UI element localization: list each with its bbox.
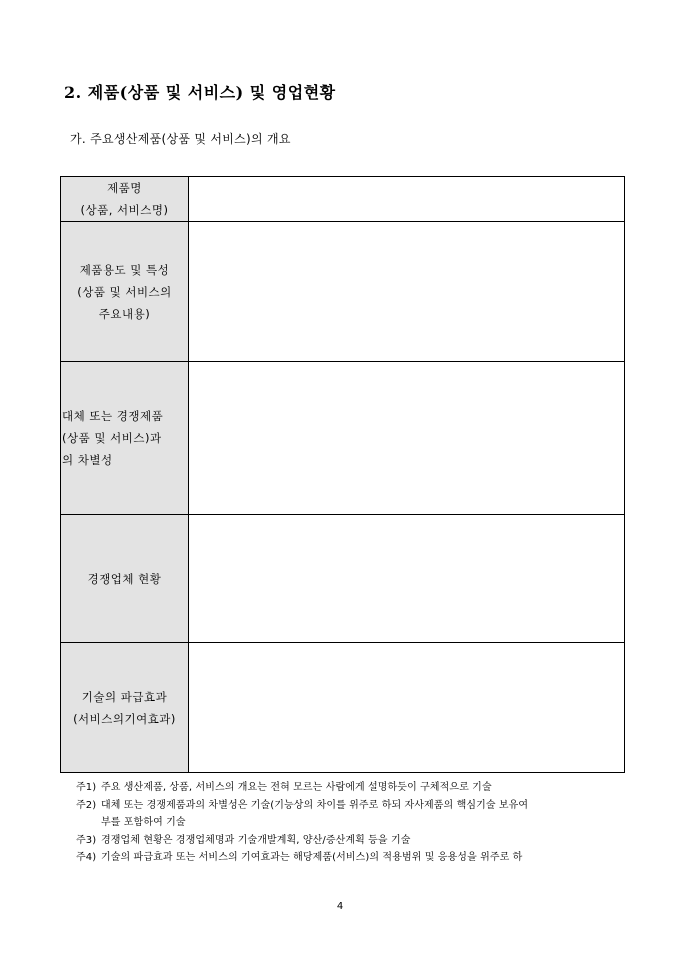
table-row xyxy=(61,643,625,773)
footnote-text: 기술의 파급효과 또는 서비스의 기여효과는 해당제품(서비스)의 적용범위 및 응용성을 위주로 하 xyxy=(101,852,523,863)
footnote-number: 주3) xyxy=(76,834,97,846)
row-value-differentiation[interactable] xyxy=(189,362,625,515)
footnotes xyxy=(76,779,636,867)
row-value-product-name[interactable] xyxy=(189,177,625,222)
row-label-ripple-effect: 기술의 파급효과 (서비스의기여효과) xyxy=(61,643,189,773)
table-row xyxy=(61,515,625,643)
row-value-ripple-effect[interactable] xyxy=(189,643,625,773)
row-value-competitors[interactable] xyxy=(189,515,625,643)
product-overview-table xyxy=(60,176,625,773)
footnote-text: 주요 생산제품, 상품, 서비스의 개요는 전혀 모르는 사람에게 설명하듯이 구체적으로 기술 xyxy=(101,782,492,793)
section-title: 2. 제품(상품 및 서비스) 및 영업현황 xyxy=(64,83,336,102)
footnote-text: 대체 또는 경쟁제품과의 차별성은 기술(기능상의 차이를 위주로 하되 자사제품의 핵심기술 보유여 부를 포함하여 기술 xyxy=(101,799,529,828)
row-label-competitors: 경쟁업체 현황 xyxy=(61,515,189,643)
footnote-1 xyxy=(76,779,636,797)
footnote-text: 경쟁업체 현황은 경쟁업체명과 기술개발계획, 양산/증산계획 등을 기술 xyxy=(101,834,411,846)
table-row xyxy=(61,362,625,515)
row-label-product-name: 제품명 (상품, 서비스명) xyxy=(61,177,189,222)
footnote-number: 주1) xyxy=(76,782,97,793)
footnote-number: 주4) xyxy=(76,852,97,863)
row-value-product-usage[interactable] xyxy=(189,222,625,362)
page-number: 4 xyxy=(336,901,344,912)
table-row xyxy=(61,177,625,222)
footnote-4 xyxy=(76,849,636,867)
footnote-2 xyxy=(76,797,636,832)
footnote-number: 주2) xyxy=(76,799,97,811)
footnote-3 xyxy=(76,832,636,850)
subsection-title: 가. 주요생산제품(상품 및 서비스)의 개요 xyxy=(70,132,291,146)
row-label-product-usage: 제품용도 및 특성 (상품 및 서비스의 주요내용) xyxy=(61,222,189,362)
row-label-differentiation: 대체 또는 경쟁제품 (상품 및 서비스)과 의 차별성 xyxy=(61,362,189,515)
table-row xyxy=(61,222,625,362)
